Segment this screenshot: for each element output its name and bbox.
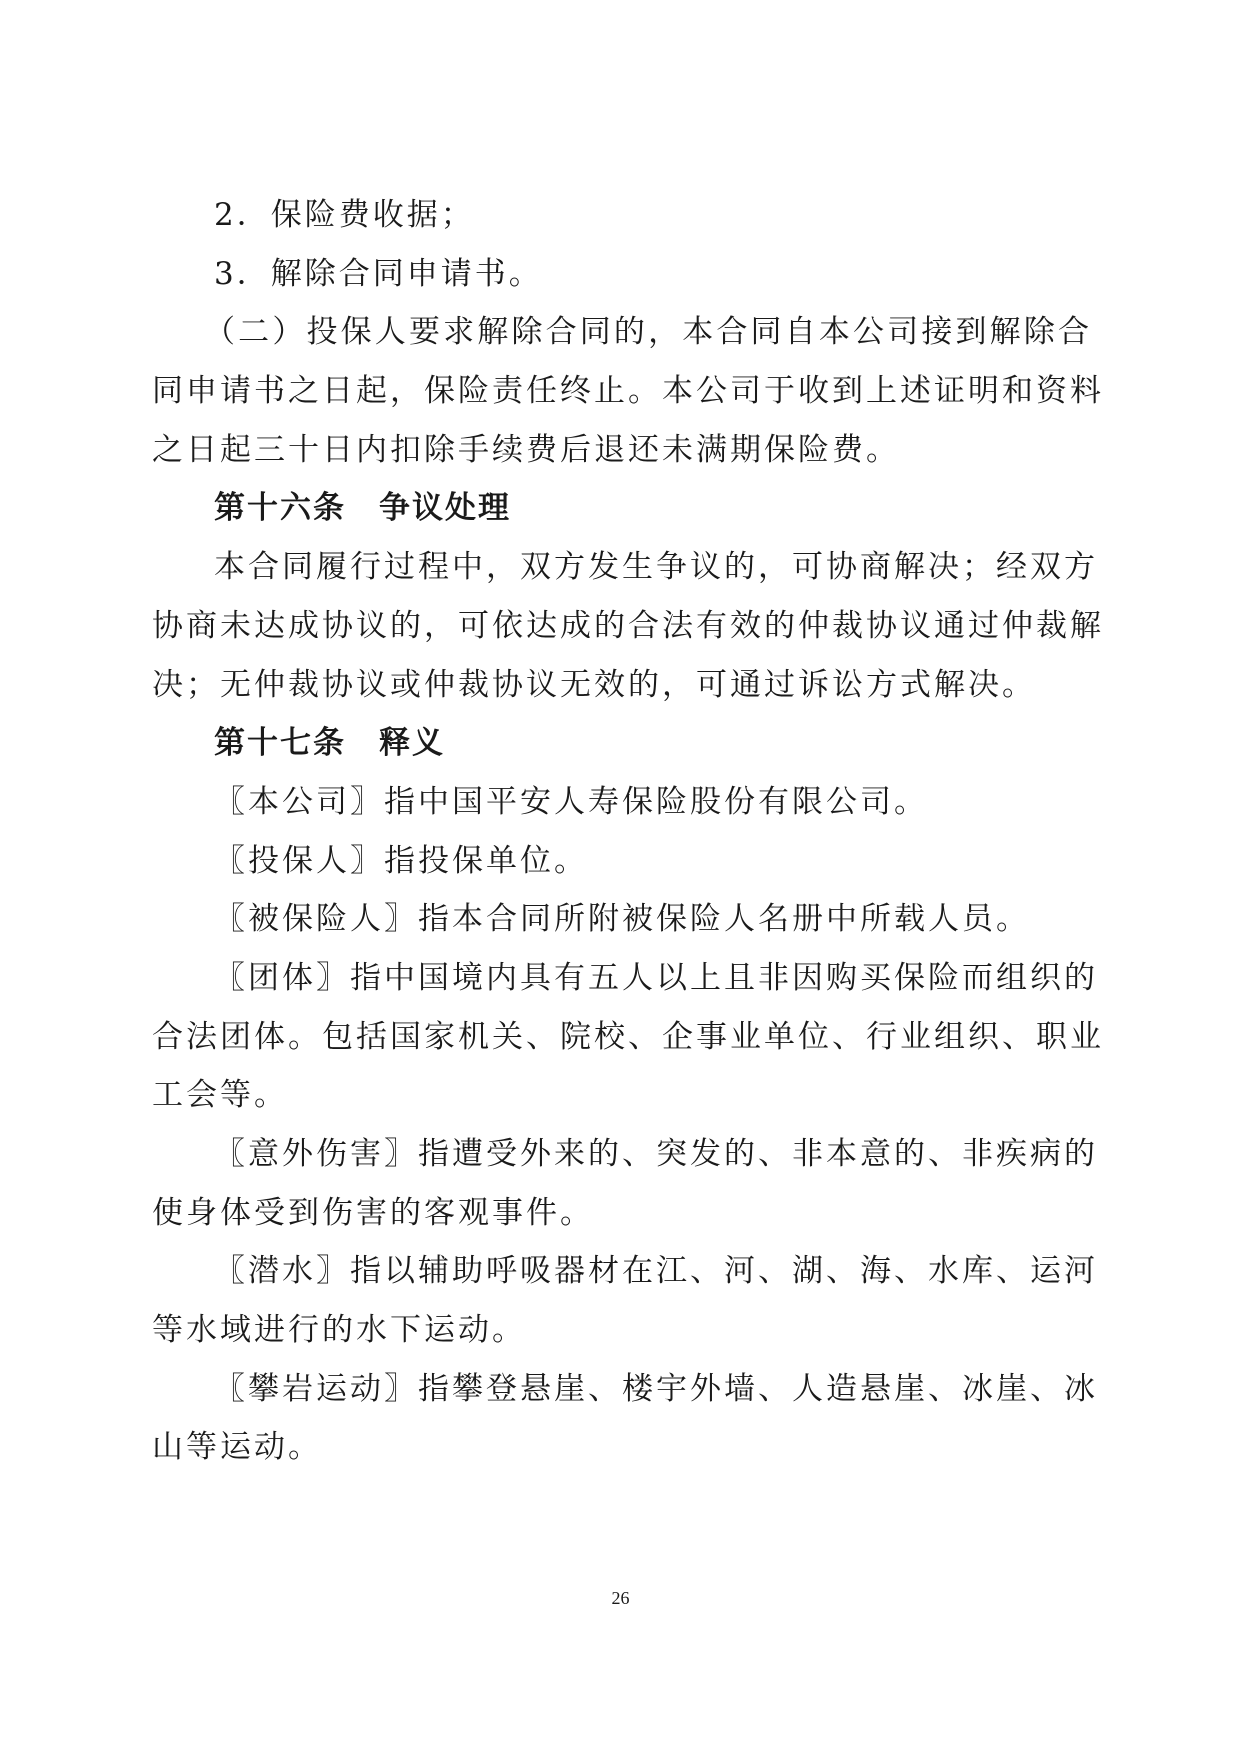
definition-line: 〖投保人〗指投保单位。: [214, 842, 588, 879]
page-number: 26: [611, 1588, 630, 1608]
definition-line: 使身体受到伤害的客观事件。: [152, 1194, 594, 1231]
list-item-2: 2．保险费收据；: [214, 197, 475, 233]
definition-line: 〖潜水〗指以辅助呼吸器材在江、河、湖、海、水库、运河: [214, 1253, 1098, 1290]
definition-line: 〖攀岩运动〗指攀登悬崖、楼宇外墙、人造悬崖、冰崖、冰: [214, 1370, 1098, 1407]
document-body: [152, 186, 1104, 1477]
definition-line: 〖意外伤害〗指遭受外来的、突发的、非本意的、非疾病的: [214, 1136, 1098, 1172]
list-item-3: 3．解除合同申请书。: [214, 255, 543, 292]
definition-line: 〖被保险人〗指本合同所附被保险人名册中所载人员。: [214, 901, 1030, 938]
definition-line: 〖团体〗指中国境内具有五人以上且非因购买保险而组织的: [214, 959, 1098, 996]
definition-line: 〖本公司〗指中国平安人寿保险股份有限公司。: [214, 783, 928, 820]
definition-line: 合法团体。包括国家机关、院校、企事业单位、行业组织、职业: [152, 1018, 1104, 1055]
section-heading-17: 第十七条 释义: [214, 725, 445, 762]
paragraph-line: 之日起三十日内扣除手续费后退还未满期保险费。: [152, 431, 900, 468]
paragraph-line: 协商未达成协议的，可依达成的合法有效的仲裁协议通过仲裁解: [152, 607, 1104, 644]
section-heading-16: 第十六条 争议处理: [214, 490, 511, 527]
paragraph-line: 决；无仲裁协议或仲裁协议无效的，可通过诉讼方式解决。: [152, 666, 1036, 703]
paragraph-line: 本合同履行过程中，双方发生争议的，可协商解决；经双方: [214, 549, 1098, 586]
definition-line: 工会等。: [152, 1077, 288, 1114]
paragraph-line: （二）投保人要求解除合同的，本合同自本公司接到解除合: [204, 314, 1092, 351]
definition-line: 等水域进行的水下运动。: [152, 1312, 526, 1349]
definition-line: 山等运动。: [152, 1429, 322, 1466]
paragraph-line: 同申请书之日起，保险责任终止。本公司于收到上述证明和资料: [152, 373, 1104, 410]
